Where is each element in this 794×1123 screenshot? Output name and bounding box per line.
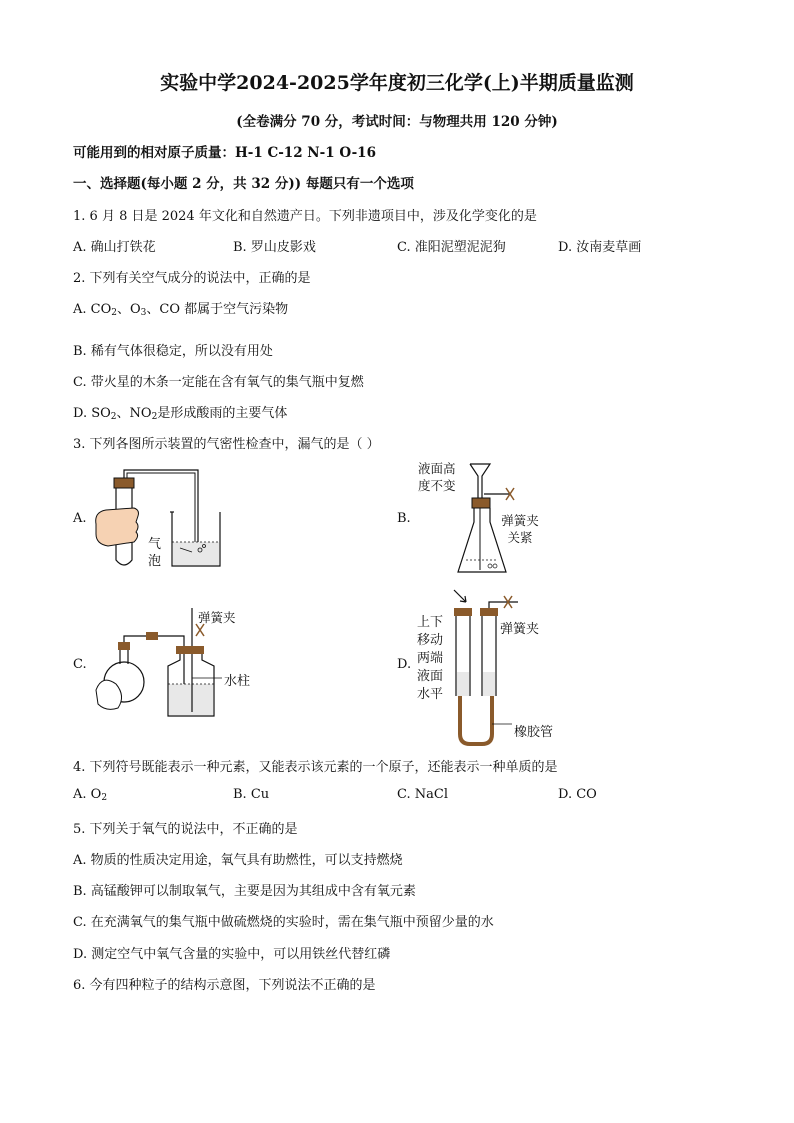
q2-option-d: D. $SO_2$、$NO_2$是形成酸雨的主要气体 bbox=[73, 406, 288, 422]
q2-option-a: A. $CO_2$、$O_3$、CO 都属于空气污染物 bbox=[73, 302, 289, 318]
section-heading: 一、选择题(每小题 2 分，共 32 分)) 每题只有一个选项 bbox=[73, 176, 414, 192]
q4-option-a: A. $O_2$ bbox=[73, 787, 108, 803]
question-4-stem: 4. 下列符号既能表示一种元素，又能表示该元素的一个原子，还能表示一种单质的是 bbox=[73, 760, 558, 775]
fig-d-move-label: 上下移动两端液面水平 bbox=[417, 615, 444, 702]
q2-option-b: B. 稀有气体很稳定，所以没有用处 bbox=[73, 344, 273, 359]
question-3-stem: 3. 下列各图所示装置的气密性检查中，漏气的是（ ） bbox=[73, 437, 380, 452]
fig-b-level-label: 液面高度不变 bbox=[418, 461, 456, 493]
question-5-stem: 5. 下列关于氧气的说法中，不正确的是 bbox=[73, 822, 298, 837]
q1-option-a: A. 确山打铁花 bbox=[73, 240, 156, 255]
q1-option-b: B. 罗山皮影戏 bbox=[233, 240, 316, 255]
fig-b-clip-label: 弹簧夹关紧 bbox=[501, 513, 539, 545]
q5-option-b: B. 高锰酸钾可以制取氧气，主要是因为其组成中含有氧元素 bbox=[73, 884, 416, 899]
q5-option-c: C. 在充满氧气的集气瓶中做硫燃烧的实验时，需在集气瓶中预留少量的水 bbox=[73, 915, 494, 930]
q3-label-c: C. bbox=[73, 657, 87, 672]
q3-label-d: D. bbox=[397, 657, 412, 672]
q1-option-d: D. 汝南麦草画 bbox=[558, 240, 642, 255]
exam-subtitle: (全卷满分 70 分，考试时间：与物理共用 120 分钟) bbox=[236, 114, 558, 130]
fig-c-clip-label: 弹簧夹 bbox=[198, 610, 236, 625]
fig-d-clip-label: 弹簧夹 bbox=[500, 622, 540, 637]
question-1-stem: 1. 6 月 8 日是 2024 年文化和自然遗产日。下列非遗项目中，涉及化学变化的是 bbox=[73, 209, 537, 224]
q4-option-b: B. Cu bbox=[233, 787, 270, 802]
fig-c-water-label: 水柱 bbox=[224, 674, 251, 689]
q3-label-b: B. bbox=[397, 511, 411, 526]
q1-option-c: C. 准阳泥塑泥泥狗 bbox=[397, 240, 506, 255]
q3-label-a: A. bbox=[73, 511, 87, 526]
question-2-stem: 2. 下列有关空气成分的说法中，正确的是 bbox=[73, 271, 311, 286]
figure-c-apparatus bbox=[92, 604, 242, 722]
fig-d-tube-label: 橡胶管 bbox=[514, 725, 554, 740]
q4-option-d: D. CO bbox=[558, 787, 597, 802]
atomic-masses: 可能用到的相对原子质量：H-1 C-12 N-1 O-16 bbox=[73, 145, 376, 161]
exam-title: 实验中学2024-2025学年度初三化学(上)半期质量监测 bbox=[160, 72, 634, 94]
q4-option-c: C. NaCl bbox=[397, 787, 448, 802]
q5-option-d: D. 测定空气中氧气含量的实验中，可以用铁丝代替红磷 bbox=[73, 947, 391, 962]
question-6-stem: 6. 今有四种粒子的结构示意图，下列说法不正确的是 bbox=[73, 978, 376, 993]
figure-a-apparatus bbox=[88, 462, 238, 572]
q2-option-c: C. 带火星的木条一定能在含有氧气的集气瓶中复燃 bbox=[73, 375, 364, 390]
q5-option-a: A. 物质的性质决定用途，氧气具有助燃性，可以支持燃烧 bbox=[73, 853, 403, 868]
fig-a-bubble-label: 气泡 bbox=[148, 537, 162, 569]
